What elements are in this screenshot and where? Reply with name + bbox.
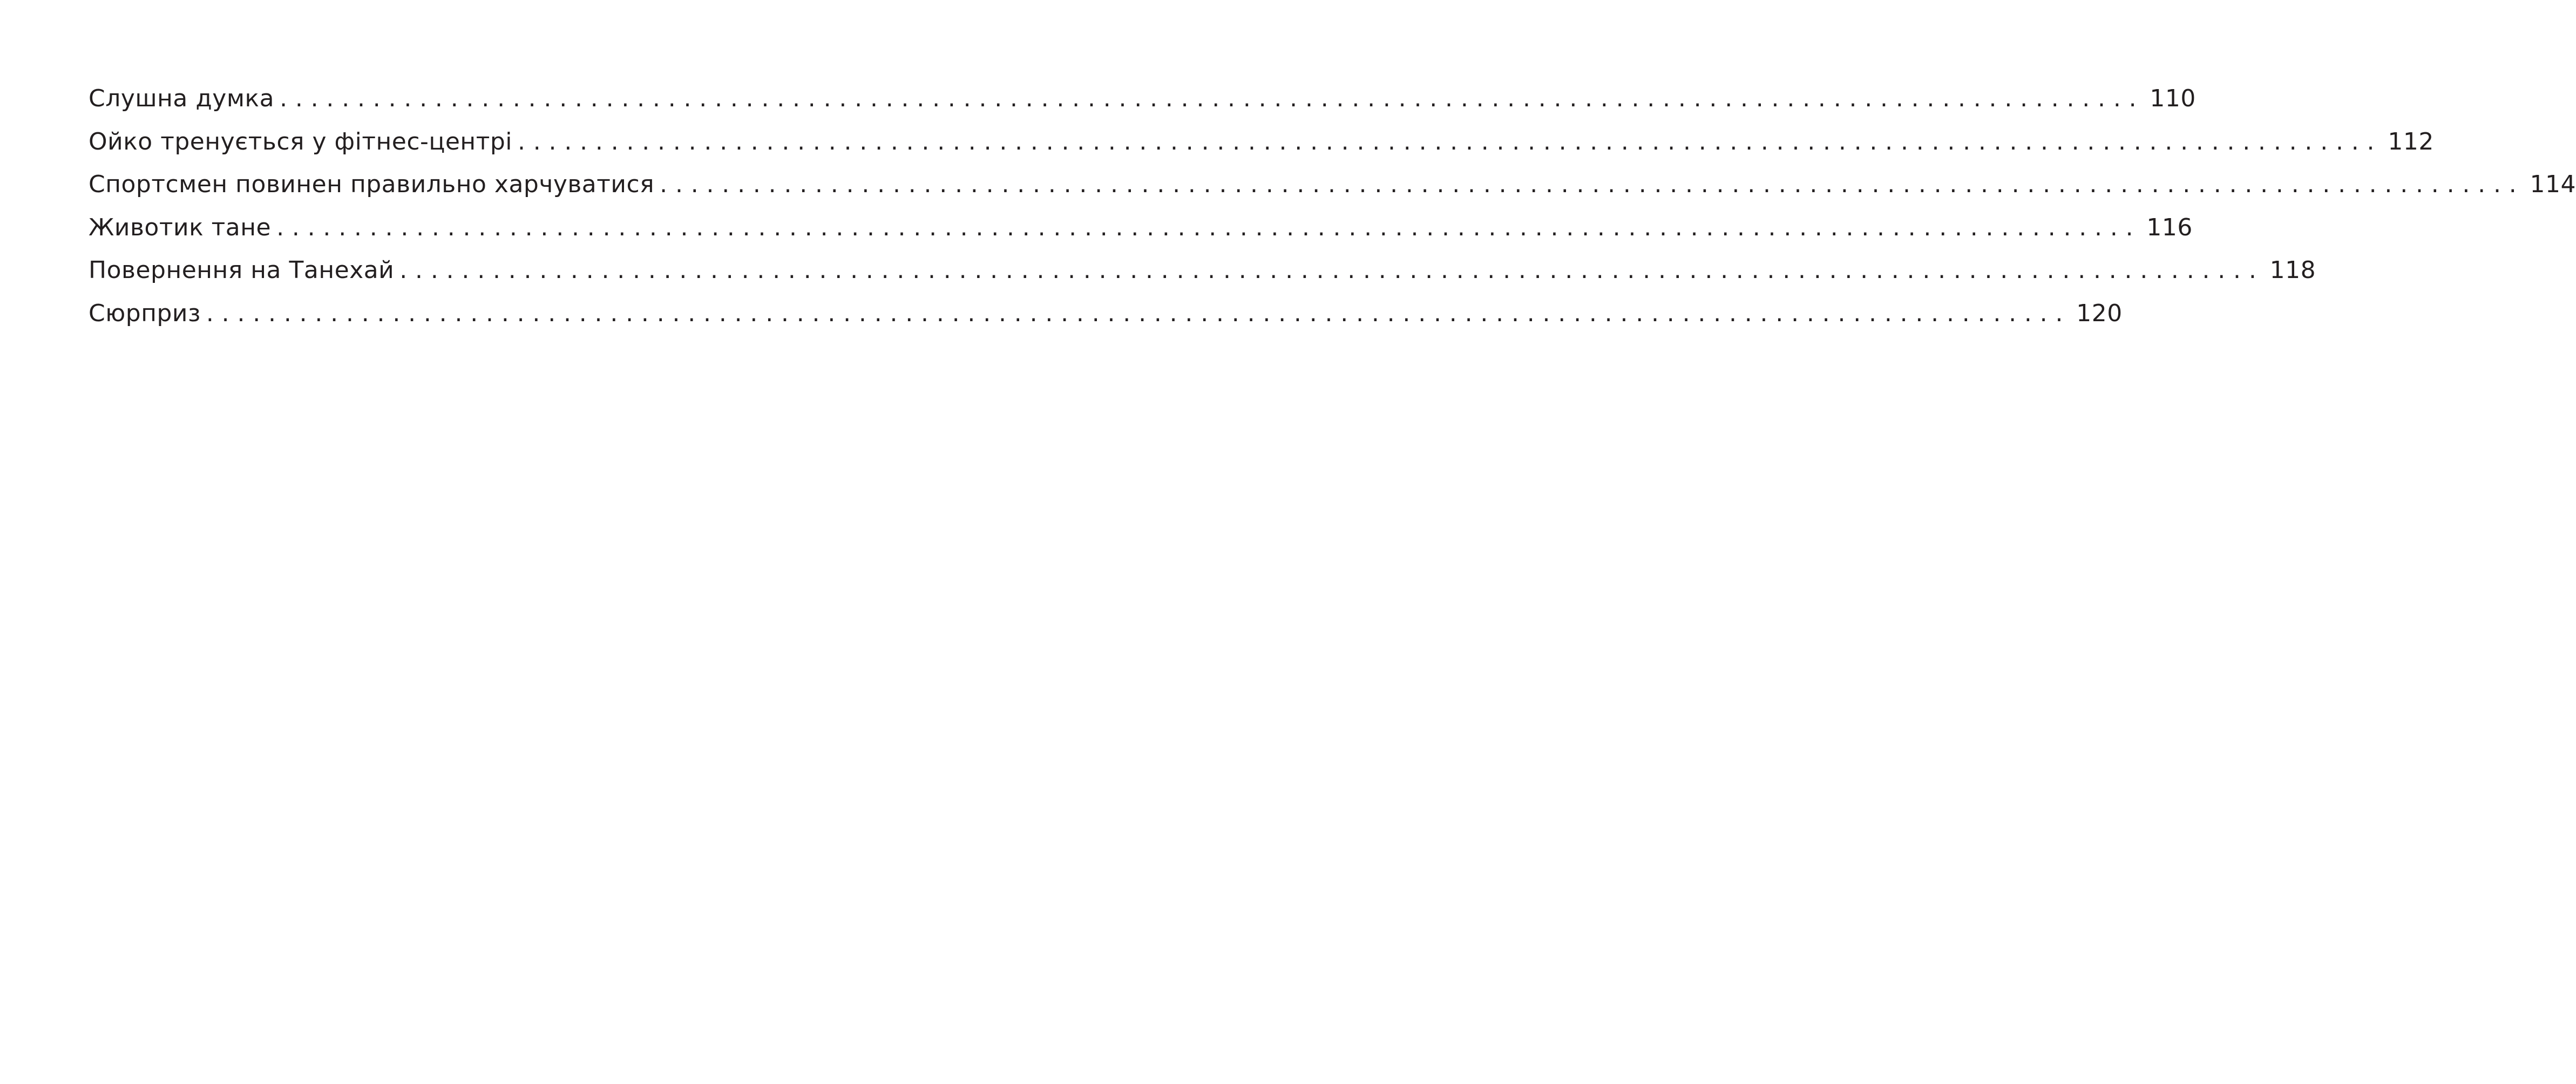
toc-entry-page-number: 114 [2530, 171, 2576, 198]
table-of-contents [89, 77, 2576, 335]
dot-leader: ........................................................................................................................ [399, 256, 2265, 284]
dot-leader: ........................................................................................................................ [660, 171, 2525, 198]
toc-entry-title: Сюрприз [89, 299, 201, 327]
dot-leader: ........................................................................................................................ [280, 85, 2145, 112]
toc-entry-title: Слушна думка [89, 85, 275, 112]
toc-entry-page-number: 118 [2269, 256, 2316, 284]
toc-entry[interactable] [89, 120, 2434, 164]
toc-entry-page-number: 116 [2146, 213, 2193, 241]
toc-entry-title: Повернення на Танехай [89, 256, 395, 284]
toc-entry-title: Спортсмен повинен правильно харчуватися [89, 171, 655, 198]
toc-entry-title: Ойко тренується у фітнес-центрі [89, 127, 512, 155]
dot-leader: ........................................................................................................................ [517, 127, 2383, 155]
toc-entry[interactable] [89, 77, 2196, 120]
toc-entry[interactable] [89, 206, 2193, 249]
toc-entry-page-number: 112 [2388, 127, 2434, 155]
toc-entry-page-number: 110 [2150, 85, 2196, 112]
toc-entry[interactable] [89, 292, 2123, 335]
toc-entry[interactable] [89, 163, 2576, 206]
toc-entry-page-number: 120 [2076, 299, 2123, 327]
toc-entry-title: Животик тане [89, 213, 272, 241]
dot-leader: ........................................................................................................................ [276, 213, 2141, 241]
toc-entry[interactable] [89, 249, 2316, 292]
dot-leader: ........................................................................................................................ [206, 299, 2071, 327]
